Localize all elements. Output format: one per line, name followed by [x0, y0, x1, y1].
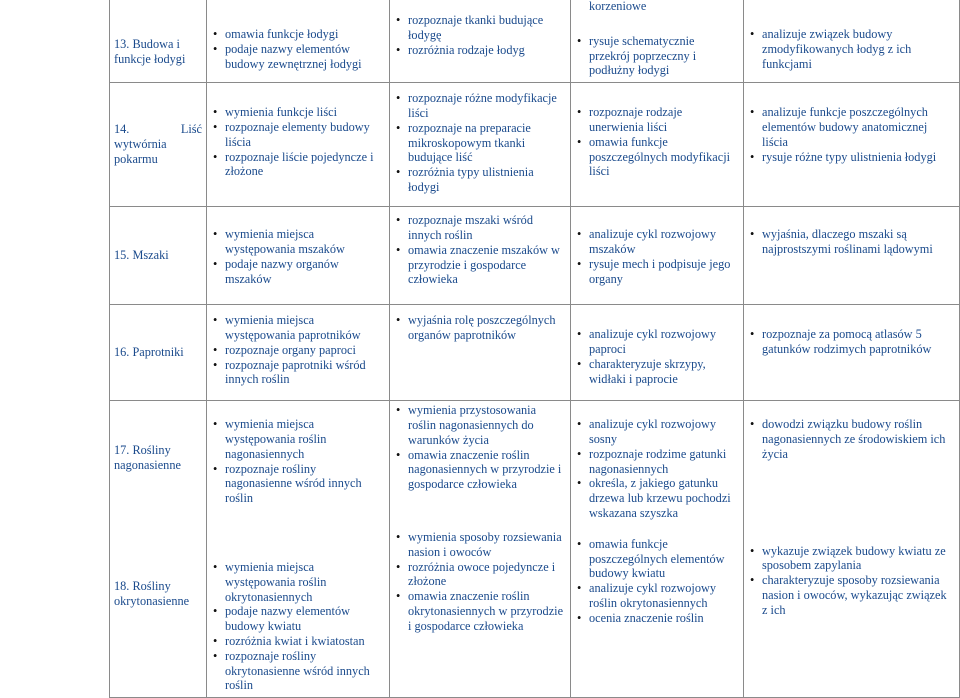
list-item: • rozpoznaje elementy budowy liścia	[213, 120, 383, 150]
list-item: • rozróżnia rodzaje łodyg	[396, 43, 564, 58]
list-item: • omawia znaczenie mszaków w przyrodzie i gospodarce człowieka	[396, 243, 564, 287]
list-item: • rozróżnia owoce pojedyncze i złożone	[396, 560, 564, 590]
list-item: • analizuje cykl rozwojowy paproci	[577, 327, 737, 357]
list-item: • analizuje związek budowy zmodyfikowanych łodyg z ich funkcjami	[750, 27, 953, 71]
table-row	[110, 0, 960, 83]
list-item: • rozróżnia kwiat i kwiatostan	[213, 634, 383, 649]
list-item: • rozpoznaje różne modyfikacje liści	[396, 91, 564, 121]
requirements-cell	[207, 0, 390, 83]
requirements-cell	[571, 207, 744, 305]
requirements-cell	[744, 305, 960, 401]
list-item: • wymienia miejsca występowania roślin okrytonasiennych	[213, 560, 383, 604]
list-item: • omawia funkcje poszczególnych modyfikacji liści	[577, 135, 737, 179]
list-item: • omawia funkcje łodygi	[213, 27, 383, 42]
list-item: • rozpoznaje mszaki wśród innych roślin	[396, 213, 564, 243]
requirements-cell	[571, 401, 744, 698]
requirements-cell	[207, 305, 390, 401]
list-item: • wyjaśnia rolę poszczególnych organów paprotników	[396, 313, 564, 343]
list-item: • charakteryzuje skrzypy, widłaki i paprocie	[577, 357, 737, 387]
table-row	[110, 207, 960, 305]
table-row	[110, 401, 960, 698]
requirements-cell	[744, 83, 960, 207]
topic-cell: 13. Budowa i funkcje łodygi	[110, 0, 207, 83]
list-item: • rozpoznaje za pomocą atlasów 5 gatunków rodzimych paprotników	[750, 327, 953, 357]
list-item: • rysuje schematycznie przekrój poprzeczny i podłużny łodygi	[577, 34, 737, 78]
requirements-cell	[390, 207, 571, 305]
list-item: • omawia znaczenie roślin okrytonasiennych w przyrodzie i gospodarce człowieka	[396, 589, 564, 633]
list-item: • wymienia miejsca występowania paprotników	[213, 313, 383, 343]
requirements-cell	[744, 0, 960, 83]
list-item: • rozróżnia typy ulistnienia łodygi	[396, 165, 564, 195]
list-item: • określa, z jakiego gatunku drzewa lub krzewu pochodzi wskazana szyszka	[577, 476, 737, 520]
requirements-cell	[571, 305, 744, 401]
list-item: • dowodzi związku budowy roślin nagonasiennych ze środowiskiem ich życia	[750, 417, 953, 461]
requirements-cell	[744, 207, 960, 305]
list-item: • rozpoznaje rodzime gatunki nagonasiennych	[577, 447, 737, 477]
table-row	[110, 305, 960, 401]
list-item: • rozpoznaje tkanki budujące łodygę	[396, 13, 564, 43]
requirements-cell	[207, 83, 390, 207]
list-item: • podaje nazwy elementów budowy kwiatu	[213, 604, 383, 634]
list-item: • podaje nazwy elementów budowy zewnętrznej łodygi	[213, 42, 383, 72]
requirements-cell	[571, 83, 744, 207]
list-item: • wymienia miejsca występowania roślin nagonasiennych	[213, 417, 383, 461]
list-item: • wymienia przystosowania roślin nagonasiennych do warunków życia	[396, 403, 564, 447]
list-item: • rozpoznaje na preparacie mikroskopowym tkanki budujące liść	[396, 121, 564, 165]
requirements-cell	[390, 0, 571, 83]
list-item: • wyjaśnia, dlaczego mszaki są najprostszymi roślinami lądowymi	[750, 227, 953, 257]
list-item: • wymienia sposoby rozsiewania nasion i owoców	[396, 530, 564, 560]
list-item: • ocenia znaczenie roślin	[577, 611, 737, 626]
list-item: • podaje nazwy organów mszaków	[213, 257, 383, 287]
list-item: • rozpoznaje rośliny nagonasienne wśród innych roślin	[213, 462, 383, 506]
list-item: • analizuje cykl rozwojowy roślin okrytonasiennych	[577, 581, 737, 611]
table-row	[110, 83, 960, 207]
list-item: • omawia znaczenie roślin nagonasiennych w przyrodzie i gospodarce człowieka	[396, 448, 564, 492]
topic-cell: 15. Mszaki	[110, 207, 207, 305]
list-item: • wymienia funkcje liści	[213, 105, 383, 120]
list-item: • analizuje funkcje poszczególnych elementów budowy anatomicznej liścia	[750, 105, 953, 149]
list-item: • rozpoznaje liście pojedyncze i złożone	[213, 150, 383, 180]
requirements-cell	[390, 83, 571, 207]
list-item: • wykazuje związek budowy kwiatu ze sposobem zapylania	[750, 544, 953, 574]
list-item: • analizuje cykl rozwojowy sosny	[577, 417, 737, 447]
requirements-cell	[744, 401, 960, 698]
list-item: • rysuje mech i podpisuje jego organy	[577, 257, 737, 287]
carryover-text: korzeniowe	[589, 0, 647, 13]
requirements-cell	[207, 401, 390, 698]
list-item: • analizuje cykl rozwojowy mszaków	[577, 227, 737, 257]
requirements-cell	[390, 401, 571, 698]
list-item: • wymienia miejsca występowania mszaków	[213, 227, 383, 257]
list-item: • rozpoznaje rośliny okrytonasienne wśród innych roślin	[213, 649, 383, 693]
topic-cell: 17. Rośliny nagonasienne 18. Rośliny okrytonasienne	[110, 401, 207, 698]
requirements-cell	[207, 207, 390, 305]
curriculum-table	[109, 0, 960, 698]
list-item: • rozpoznaje paprotniki wśród innych roślin	[213, 358, 383, 388]
list-item: • rozpoznaje organy paproci	[213, 343, 383, 358]
requirements-cell	[390, 305, 571, 401]
requirements-cell	[571, 0, 744, 83]
list-item: • omawia funkcje poszczególnych elementów budowy kwiatu	[577, 537, 737, 581]
list-item: • rysuje różne typy ulistnienia łodygi	[750, 150, 953, 165]
list-item: • rozpoznaje rodzaje unerwienia liści	[577, 105, 737, 135]
topic-cell: 16. Paprotniki	[110, 305, 207, 401]
list-item: • charakteryzuje sposoby rozsiewania nasion i owoców, wykazując związek z ich	[750, 573, 953, 617]
topic-cell: 14. Liść wytwórnia pokarmu	[110, 83, 207, 207]
